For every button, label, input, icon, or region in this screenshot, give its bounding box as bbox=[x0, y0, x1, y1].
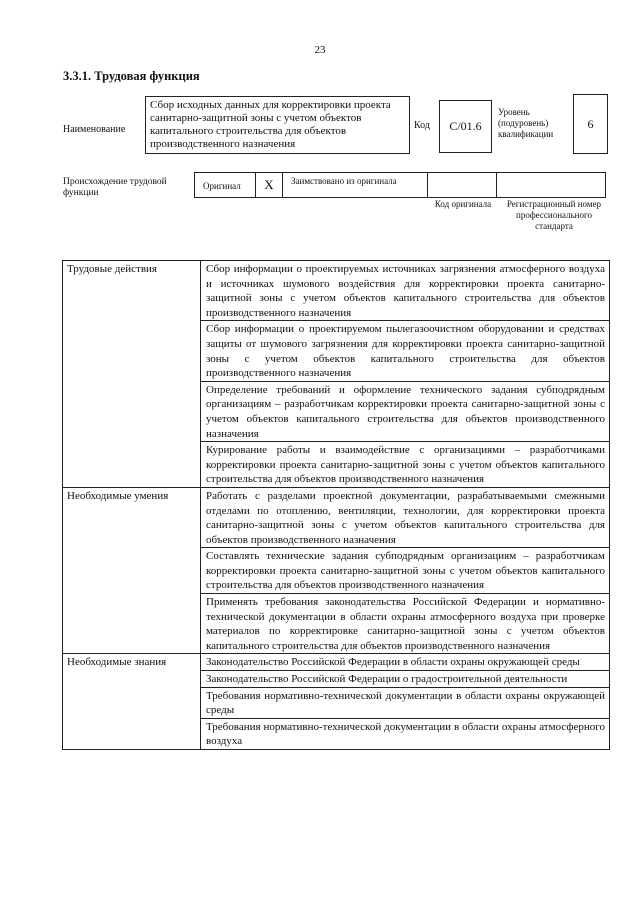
table-row: Сбор информации о проектируемом пылегазоочистном оборудовании и средствах защиты от шумового загрязнения для корректировки проекта санитарно-защитной зоны с учетом объектов капитального строительства для объектов производственного назначения bbox=[201, 321, 610, 381]
origin-label: Происхождение трудовой функции bbox=[63, 177, 167, 198]
group-label: Необходимые умения bbox=[63, 488, 201, 654]
table-row: Сбор информации о проектируемых источниках загрязнения атмосферного воздуха и источниках шумового воздействия для корректировки проекта санитарно-защитной зоны с учетом объектов капитального строительства для объектов производственного назначения bbox=[201, 261, 610, 321]
original-code-cell bbox=[427, 172, 497, 198]
group-label: Необходимые знания bbox=[63, 654, 201, 749]
level-label: Уровень (подуровень) квалификации bbox=[498, 107, 554, 139]
reg-number-cell bbox=[496, 172, 606, 198]
group-required-skills bbox=[63, 488, 610, 655]
table-row: Составлять технические задания субподрядным организациям – разработчикам корректировки проекта санитарно-защитной зоны с учетом объектов капитального строительства для объектов производственного назначения bbox=[201, 548, 610, 594]
page-number: 23 bbox=[314, 44, 326, 56]
original-label-cell: Оригинал bbox=[194, 172, 256, 198]
group-label: Трудовые действия bbox=[63, 261, 201, 487]
group-required-knowledge bbox=[63, 654, 610, 750]
table-row: Законодательство Российской Федерации в области охраны окружающей среды bbox=[201, 654, 610, 671]
origin-row bbox=[194, 172, 608, 198]
group-labor-actions bbox=[63, 261, 610, 488]
table-row: Применять требования законодательства Российской Федерации и нормативно-технической документации в области охраны атмосферного воздуха при проверке материалов по корректировке санитарно-защитной зоны с учетом объектов капитального строительства для объектов производственного назначения bbox=[201, 594, 610, 653]
table-row: Требования нормативно-технической документации в области охраны атмосферного воздуха bbox=[201, 719, 610, 749]
function-name-box: Сбор исходных данных для корректировки проекта санитарно-защитной зоны с учетом объектов капитального строительства для объектов производственного назначения bbox=[145, 96, 410, 154]
table-row: Законодательство Российской Федерации о градостроительной деятельности bbox=[201, 671, 610, 688]
code-value-box: С/01.6 bbox=[439, 100, 492, 153]
table-row: Требования нормативно-технической документации в области охраны окружающей среды bbox=[201, 688, 610, 719]
name-label: Наименование bbox=[63, 124, 126, 135]
code-label: Код bbox=[414, 120, 430, 131]
table-row: Определение требований и оформление технического задания субподрядным организациям – разработчикам корректировки проекта санитарно-защитной зоны с учетом объектов капитального строительства для объектов производственного назначения bbox=[201, 382, 610, 442]
borrowed-label-cell: Заимствовано из оригинала bbox=[282, 172, 428, 198]
reg-caption: Регистрационный номер профессионального стандарта bbox=[506, 199, 602, 231]
function-table bbox=[62, 260, 610, 750]
table-row: Работать с разделами проектной документации, разрабатываемыми смежными отделами по отоплению, вентиляции, технологии, для корректировки проекта санитарно-защитной зоны с учетом объектов капитального строительства для объектов производственного назначения bbox=[201, 488, 610, 548]
section-title: 3.3.1. Трудовая функция bbox=[63, 69, 200, 83]
level-value-box: 6 bbox=[573, 94, 608, 154]
table-row: Курирование работы и взаимодействие с организациями – разработчиками корректировки проекта санитарно-защитной зоны с учетом объектов капитального строительства для объектов производственного назначения bbox=[201, 442, 610, 487]
original-mark-cell: X bbox=[255, 172, 283, 198]
code-caption: Код оригинала bbox=[434, 199, 492, 209]
